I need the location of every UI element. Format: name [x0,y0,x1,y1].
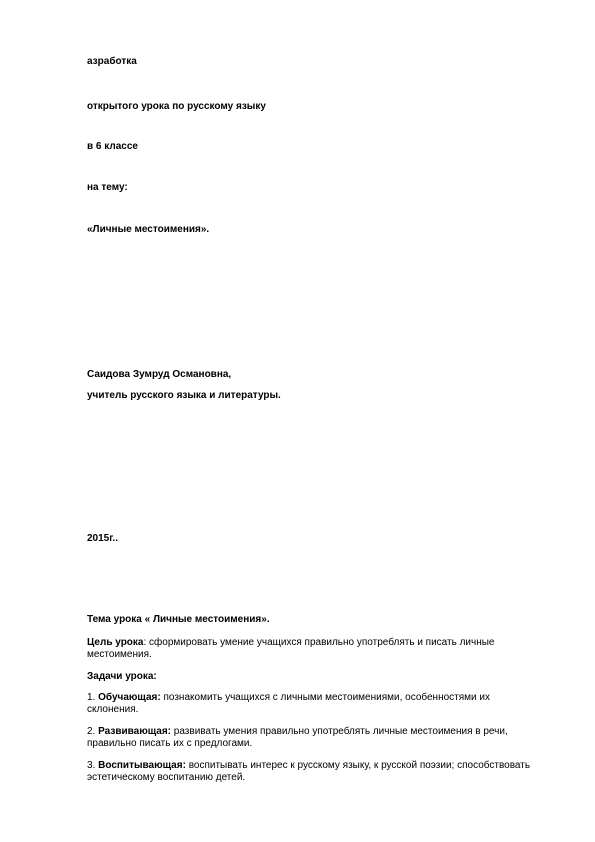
title-line-topic-label: на тему: [87,182,128,193]
lesson-topic: Тема урока « Личные местоимения». [87,614,270,625]
task-label: Обучающая: [98,692,161,703]
task-item-teaching [87,692,537,716]
title-line-open-lesson: открытого урока по русскому языку [87,101,266,112]
task-label: Воспитывающая: [98,760,186,771]
task-text: воспитывать интерес к русскому языку, к русской поэзии; способствовать эстетическому воспитанию детей. [87,760,531,783]
task-text: развивать умения правильно употреблять личные местоимения в речи, правильно писать их с предлогами. [87,726,508,749]
year: 2015г.. [87,533,118,544]
task-text: познакомить учащихся с личными местоимениями, особенностями их склонения. [87,692,490,715]
lesson-goal-label: Цель урока [87,637,144,648]
title-line-topic: «Личные местоимения». [87,224,210,235]
author-role: учитель русского языка и литературы. [87,390,281,401]
title-line-development: азработка [87,56,137,67]
task-number: 1. [87,692,99,703]
task-item-developing [87,726,537,750]
lesson-goal-text: : сформировать умение учащихся правильно употреблять и писать личные местоимения. [87,637,495,660]
author-name: Саидова Зумруд Османовна, [87,369,232,380]
title-line-grade: в 6 классе [87,141,138,152]
task-label: Развивающая: [98,726,172,737]
task-number: 3. [87,760,99,771]
lesson-goal [87,637,537,661]
task-item-upbringing [87,760,537,784]
task-number: 2. [87,726,99,737]
tasks-heading: Задачи урока: [87,671,157,682]
